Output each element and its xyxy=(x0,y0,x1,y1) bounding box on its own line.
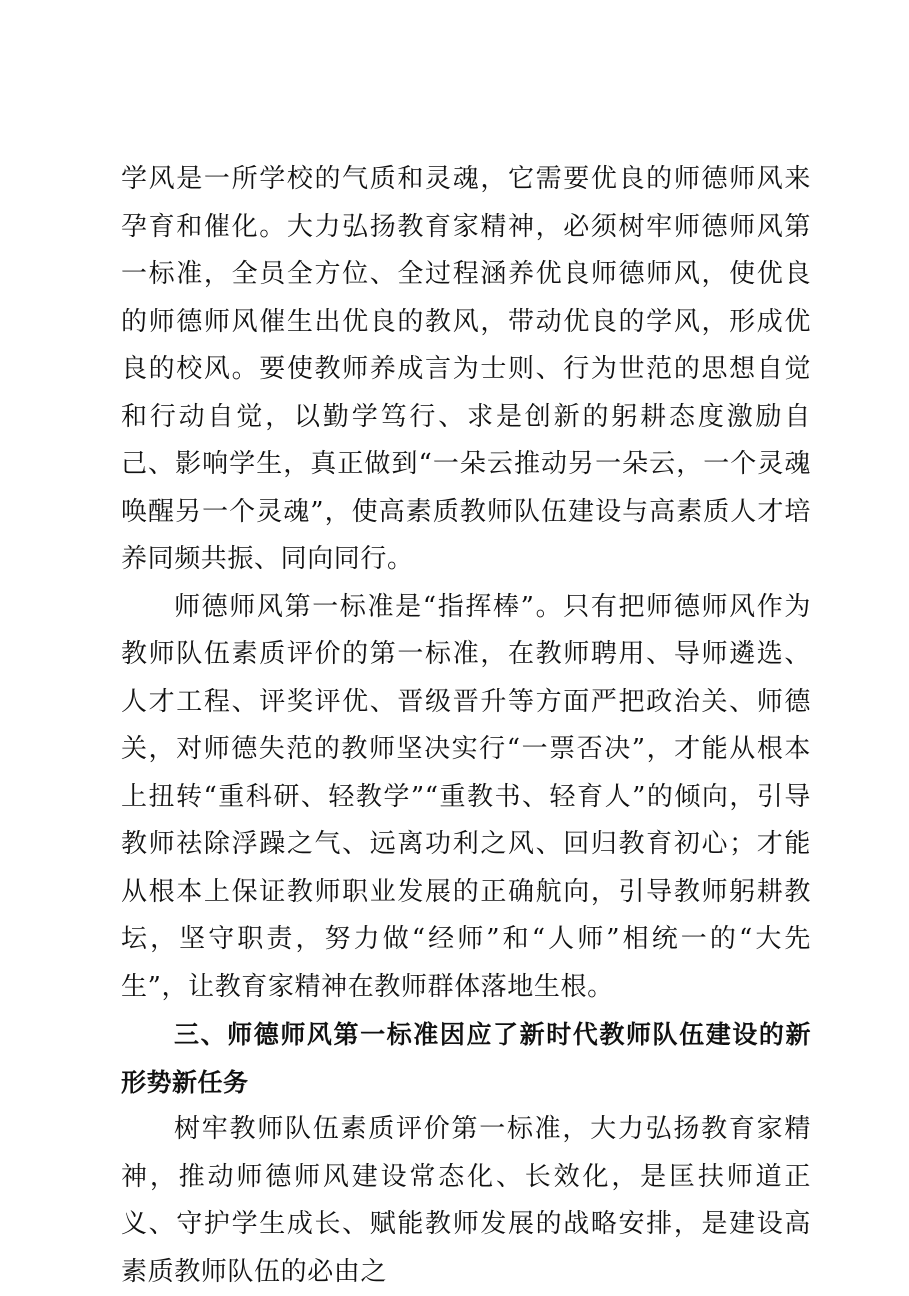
document-page xyxy=(121,156,811,1296)
body-paragraph: 师德师风第一标准是“指挥棒”。只有把师德师风作为教师队伍素质评价的第一标准，在教师聘用、导师遴选、人才工程、评奖评优、晋级晋升等方面严把政治关、师德关，对师德失范的教师坚决实行“一票否决”，才能从根本上扭转“重科研、轻教学”“重教书、轻育人”的倾向，引导教师祛除浮躁之气、远离功利之风、回归教育初心；才能从根本上保证教师职业发展的正确航向，引导教师躬耕教坛，坚守职责，努力做“经师”和“人师”相统一的“大先生”，让教育家精神在教师群体落地生根。 xyxy=(121,591,811,1002)
section-heading: 三、师德师风第一标准因应了新时代教师队伍建设的新形势新任务 xyxy=(121,1020,811,1097)
body-paragraph: 树牢教师队伍素质评价第一标准，大力弘扬教育家精神，推动师德师风建设常态化、长效化，是匡扶师道正义、守护学生成长、赋能教师发展的战略安排，是建设高素质教师队伍的必由之 xyxy=(121,1114,811,1287)
body-paragraph: 学风是一所学校的气质和灵魂，它需要优良的师德师风来孕育和催化。大力弘扬教育家精神，必须树牢师德师风第一标准，全员全方位、全过程涵养优良师德师风，使优良的师德师风催生出优良的教风，带动优良的学风，形成优良的校风。要使教师养成言为士则、行为世范的思想自觉和行动自觉，以勤学笃行、求是创新的躬耕态度激励自己、影响学生，真正做到“一朵云推动另一朵云，一个灵魂唤醒另一个灵魂”，使高素质教师队伍建设与高素质人才培养同频共振、同向同行。 xyxy=(121,164,811,574)
